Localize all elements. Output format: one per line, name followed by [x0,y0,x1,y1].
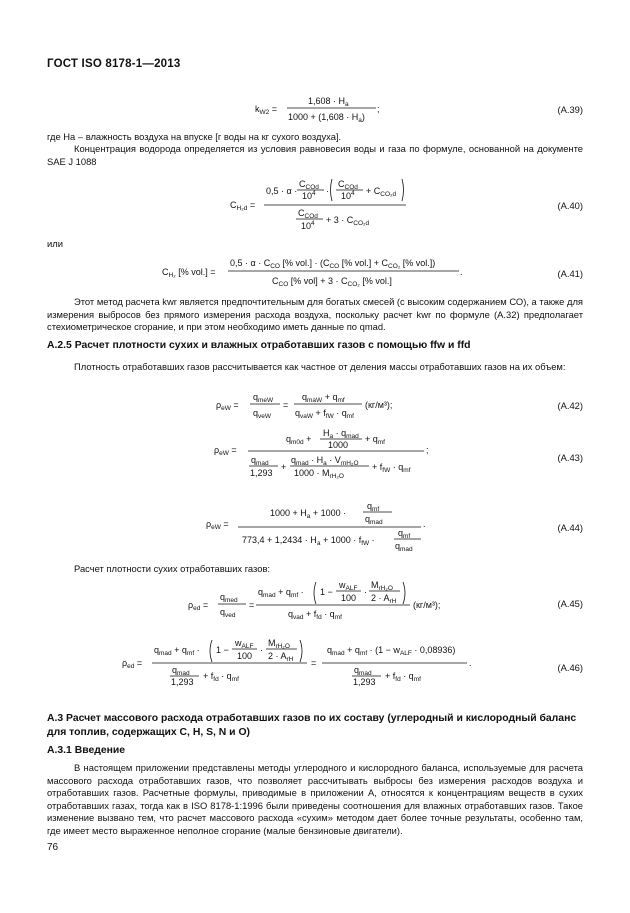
equation-number: (A.46) [557,662,583,673]
equation-number: (A.44) [557,522,583,533]
method-note-paragraph: Этот метод расчета kwr является предпочтительным для богатых смесей (с высоким содержанием СО), а также для измерения выбросов без прямого измерения расхода воздуха, поскольку расчет kwr по формуле (А.32) предполагает стехиометрическое сгорание, и при этом необходимо иметь данные по qmad. [47,296,583,333]
svg-text:qmad: $q_{mad}$ [395,541,413,553]
svg-text:1,293: 1,293 [250,468,273,478]
where-ha-text: где Ha – влажность воздуха на впуске [г воды на кг сухого воздуха]. [47,131,342,142]
formula-a44 [206,498,431,554]
formula-a43 [214,428,434,478]
svg-text:qmeW: $q_{meW}$ [253,392,274,404]
svg-text:qmad: $q_{mad}$ [365,514,383,526]
svg-text:qvaW + ffW · qmf: $q_{vaW} + f_{fW} \cdot q_{mf}$ [295,408,354,420]
svg-text:CH₂ [% vol.] =: $C_{H_2}$ [% vol.] = [162,267,216,279]
svg-text:qveW: $q_{veW}$ [253,408,272,420]
svg-text:Ha · qmad: $H_a \cdot q_{mad}$ [323,428,359,440]
svg-text:+: + [281,462,287,472]
page-number: 76 [47,842,59,853]
standard-header: ГОСТ ISO 8178-1—2013 [47,58,181,70]
svg-text:.: . [423,519,426,529]
formula-a39 [255,94,385,126]
svg-text:wALF: $w_{ALF}$ [235,638,254,650]
svg-text:MrH₂O: $M_{rH_2O}$ [371,580,393,592]
svg-text:ρed =: $\rho_{ed}$ = [188,600,209,612]
svg-text:qmad: $q_{mad}$ [251,455,269,467]
formula-a39-lhs: $k_{W2}$ = [255,104,278,116]
svg-text:+ ffW · qmf: + $f_{fW} \cdot q_{mf}$ [372,462,411,474]
svg-text:(кг/м³);: (кг/м³); [365,400,393,410]
svg-text:100: 100 [341,593,357,603]
svg-text:=: = [311,658,317,668]
svg-text:;: ; [377,104,380,114]
svg-text:qved: $q_{ved}$ [220,607,236,619]
svg-text:CCOd: $C_{COd}$ [298,208,318,220]
svg-text:0,5 · α · CCO [% vol.] · (CCO: $0,5 \cdot \alpha \cdot C_{CO}$ [% $vol.] \cdot (C_{CO}$ [% $vol.] + C_{CO_2}$ [% vol.]) [230,258,436,270]
svg-text:qvad + ffd · qmf: $q_{vad} + f_{fd} \cdot q_{mf}$ [288,609,342,621]
svg-text:CCOd: $C_{COd}$ [299,179,319,191]
svg-text:(кг/м³);: (кг/м³); [413,600,441,610]
svg-text:qmed: $q_{med}$ [220,592,238,604]
svg-text:2 · ArH: $2 \cdot A_{rH}$ [371,593,397,605]
svg-text:·: · [326,186,329,196]
svg-text:MrH₂O: $M_{rH_2O}$ [268,638,290,650]
formula-a46 [122,636,482,686]
svg-text:1 −: 1 − [320,587,333,597]
formula-a42 [216,390,416,422]
svg-text:1,293: 1,293 [353,677,376,687]
svg-text:1000 · MrH₂O: $1000 \cdot M_{rH_2O}$ [294,468,344,480]
svg-text:qmad + qmf ·: $q_{mad} + q_{mf}$ · [154,645,200,657]
or-text: или [47,238,63,249]
svg-text:100: 100 [237,651,253,661]
svg-text:+ ffd · qmf: + $f_{fd} \cdot q_{mf}$ [385,671,421,683]
formula-a40 [230,176,410,234]
equation-number: (A.39) [557,104,583,115]
svg-text:wALF: $w_{ALF}$ [339,580,358,592]
section-heading-a25: А.2.5 Расчет плотности сухих и влажных отработавших газов с помощью ffw и ffd [47,340,471,351]
svg-text:104: $10^4$ [302,190,316,201]
svg-text:773,4 + 1,2434 · Ha + 1000 · f: $773,4 + 1,2434 \cdot H_a + 1000 \cdot f_{fW}$ · [242,535,375,547]
equation-number: (A.41) [557,268,583,279]
svg-text:=: = [249,600,255,610]
a31-paragraph: В настоящем приложении представлены методы углеродного и кислородного баланса, используемые для расчета массового расхода отработавших газов, что позволяет рассчитывать выбросы без измерения расходов воздуха и отработавших газов. Расчетные формулы, приводимые в приложении А, относятся к концентрациям веществ в сухих отработавших газах, тогда как в ISO 8178-1:1996 были приведены соотношения для влажных отработавших газов. Такое изменение вызвано тем, что расчет массового расхода «сухим» методом дает более точные результаты, особенно там, где имеет место выраженное неполное сгорание (малые бензиновые двигатели). [47,762,583,836]
svg-text:104: $10^4$ [301,220,315,231]
formula-a39-num: $1,608 \cdot H_a$ [308,96,349,108]
svg-text:ρeW =: $\rho_{eW}$ = [214,445,237,457]
svg-text:·: · [364,587,367,597]
svg-text:0,5 · α ·: 0,5 · α · [266,186,298,196]
svg-text:ρeW =: $\rho_{eW}$ = [216,400,239,412]
svg-text:CCOd: $C_{COd}$ [338,179,358,191]
svg-text:·: · [260,645,263,655]
svg-text:+ 3 · CCO₂d: + $3 \cdot C_{CO_2d}$ [326,215,370,227]
svg-text:qmad: $q_{mad}$ [354,665,372,677]
svg-text:ρeW =: $\rho_{eW}$ = [206,519,229,531]
formula-a45 [188,578,458,628]
svg-text:.: . [460,267,463,277]
svg-text:qmad · Ha · VmH₂O: $q_{mad} \cdot H_a \cdot V_{mH_2O}$ [291,455,359,467]
svg-text:qmad + qmf ·: $q_{mad} + q_{mf}$ · [258,587,304,599]
svg-text:+ CCO₂d: + $C_{CO_2d}$ [366,186,397,198]
svg-text:2 · ArH: $2 \cdot A_{rH}$ [268,651,294,663]
equation-number: (A.45) [557,598,583,609]
formula-a41 [162,254,467,290]
svg-text:1000: 1000 [328,440,349,450]
svg-text:qmf: $q_{mf}$ [367,501,380,513]
svg-text:qmad: $q_{mad}$ [172,665,190,677]
hydrogen-conc-paragraph: Концентрация водорода определяется из условия равновесия воды и газа по формуле, основанной на документе SAE J 1088 [47,143,583,167]
svg-text:qmad + qmf · (1 − wALF · 0,089: $q_{mad} + q_{mf} \cdot (1 - w_{ALF} \cdot 0,08936)$ [327,645,456,657]
svg-text:104: $10^4$ [341,190,355,201]
svg-text:qmf: $q_{mf}$ [398,528,411,540]
equation-number: (A.42) [557,400,583,411]
equation-number: (A.43) [557,452,583,463]
dry-density-text: Расчет плотности сухих отработавших газов: [74,563,271,574]
svg-text:CH₂d =: $C_{H_2d}$ = [230,200,256,212]
svg-text:.: . [469,658,472,668]
density-intro-paragraph: Плотность отработавших газов рассчитывается как частное от деления массы отработавших газов на их объем: [74,361,566,372]
svg-text:ρed =: $\rho_{ed}$ = [122,658,143,670]
section-heading-a31: А.3.1 Введение [47,745,126,756]
svg-text:+ qmf: + $q_{mf}$ [365,434,385,446]
svg-text:qmaW + qmf: $q_{maW} + q_{mf}$ [302,392,345,404]
formula-a39-den: $1000 + (1,608 \cdot H_a)$ [288,112,365,124]
svg-text:=: = [283,400,289,410]
svg-text:1 −: 1 − [216,645,229,655]
svg-text:qm0d +: $q_{m0d}$ + [286,434,312,446]
svg-text:CCO [% vol] + 3 · CCO₂ [% vol.: $C_{CO}$ [% $vol] + 3 \cdot C_{CO_2}$ [% vol.] [272,276,392,288]
svg-text:1,293: 1,293 [171,677,194,687]
svg-text:+ ffd · qmf: + $f_{fd} \cdot q_{mf}$ [203,671,239,683]
svg-text:1000 + Ha + 1000 ·: $1000 + H_a + 1000$ · [270,508,347,520]
equation-number: (A.40) [557,200,583,211]
svg-text:;: ; [426,445,429,455]
section-heading-a3: А.3 Расчет массового расхода отработавших газов по их составу (углеродный и кислородный баланс для топлив, содержащих C, H, S, N и O) [47,713,577,738]
